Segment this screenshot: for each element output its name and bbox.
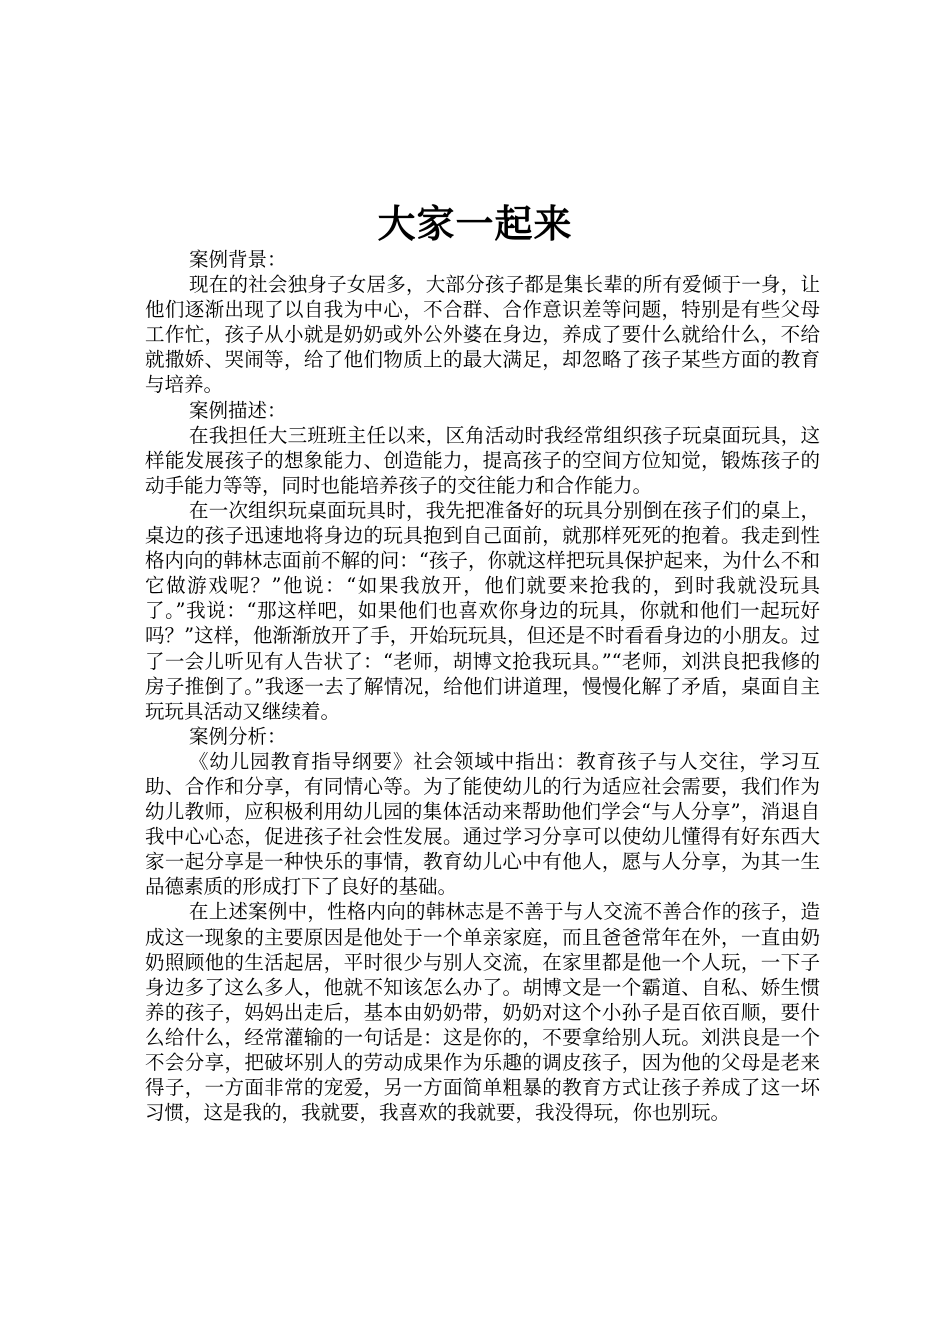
analysis-paragraph-1: 《幼儿园教育指导纲要》社会领域中指出：教育孩子与人交往，学习互助、合作和分享，有同情心等。为了能使幼儿的行为适应社会需要，我们作为幼儿教师，应积极利用幼儿园的集体活动来帮助他们学会“与人分享”，消退自我中心心态，促进孩子社会性发展。通过学习分享可以使幼儿懂得有好东西大家一起分享是一种快乐的事情，教育幼儿心中有他人，愿与人分享，为其一生品德素质的形成打下了良好的基础。 xyxy=(145,749,820,899)
section-heading-analysis: 案例分析： xyxy=(189,724,287,748)
description-paragraph-1: 在我担任大三班班主任以来，区角活动时我经常组织孩子玩桌面玩具，这样能发展孩子的想象能力、创造能力，提高孩子的空间方位知觉，锻炼孩子的动手能力等等，同时也能培养孩子的交往能力和合作能力。 xyxy=(145,423,820,497)
section-heading-description: 案例描述： xyxy=(189,398,287,422)
analysis-paragraph-2: 在上述案例中，性格内向的韩林志是不善于与人交流不善合作的孩子，造成这一现象的主要原因是他处于一个单亲家庭，而且爸爸常年在外，一直由奶奶照顾他的生活起居，平时很少与别人交流，在家里都是他一个人玩，一下子身边多了这么多人，他就不知该怎么办了。胡博文是一个霸道、自私、娇生惯养的孩子，妈妈出走后，基本由奶奶带，奶奶对这个小孙子是百依百顺，要什么给什么，经常灌输的一句话是：这是你的，不要拿给别人玩。刘洪良是一个不会分享，把破坏别人的劳动成果作为乐趣的调皮孩子，因为他的父母是老来得子，一方面非常的宠爱，另一方面简单粗暴的教育方式让孩子养成了这一坏习惯，这是我的，我就要，我喜欢的我就要，我没得玩，你也别玩。 xyxy=(145,900,820,1125)
document-title: 大家一起来 xyxy=(377,201,573,246)
section-heading-background: 案例背景： xyxy=(189,248,287,271)
document-body xyxy=(145,247,820,1125)
description-paragraph-2: 在一次组织玩桌面玩具时，我先把准备好的玩具分别倒在孩子们的桌上，桌边的孩子迅速地将身边的玩具抱到自己面前，就那样死死的抱着。我走到性格内向的韩林志面前不解的问：“孩子，你就这样把玩具保护起来，为什么不和它做游戏呢？”他说：“如果我放开，他们就要来抢我的，到时我就没玩具了。”我说：“那这样吧，如果他们也喜欢你身边的玩具，你就和他们一起玩好吗？”这样，他渐渐放开了手，开始玩玩具，但还是不时看看身边的小朋友。过了一会儿听见有人告状了：“老师，胡博文抢我玩具。”“老师，刘洪良把我修的房子推倒了。”我逐一去了解情况，给他们讲道理，慢慢化解了矛盾，桌面自主玩玩具活动又继续着。 xyxy=(145,498,820,723)
background-paragraph: 现在的社会独身子女居多，大部分孩子都是集长辈的所有爱倾于一身，让他们逐渐出现了以自我为中心，不合群、合作意识差等问题，特别是有些父母工作忙，孩子从小就是奶奶或外公外婆在身边，养成了要什么就给什么，不给就撒娇、哭闹等，给了他们物质上的最大满足，却忽略了孩子某些方面的教育与培养。 xyxy=(145,273,820,397)
